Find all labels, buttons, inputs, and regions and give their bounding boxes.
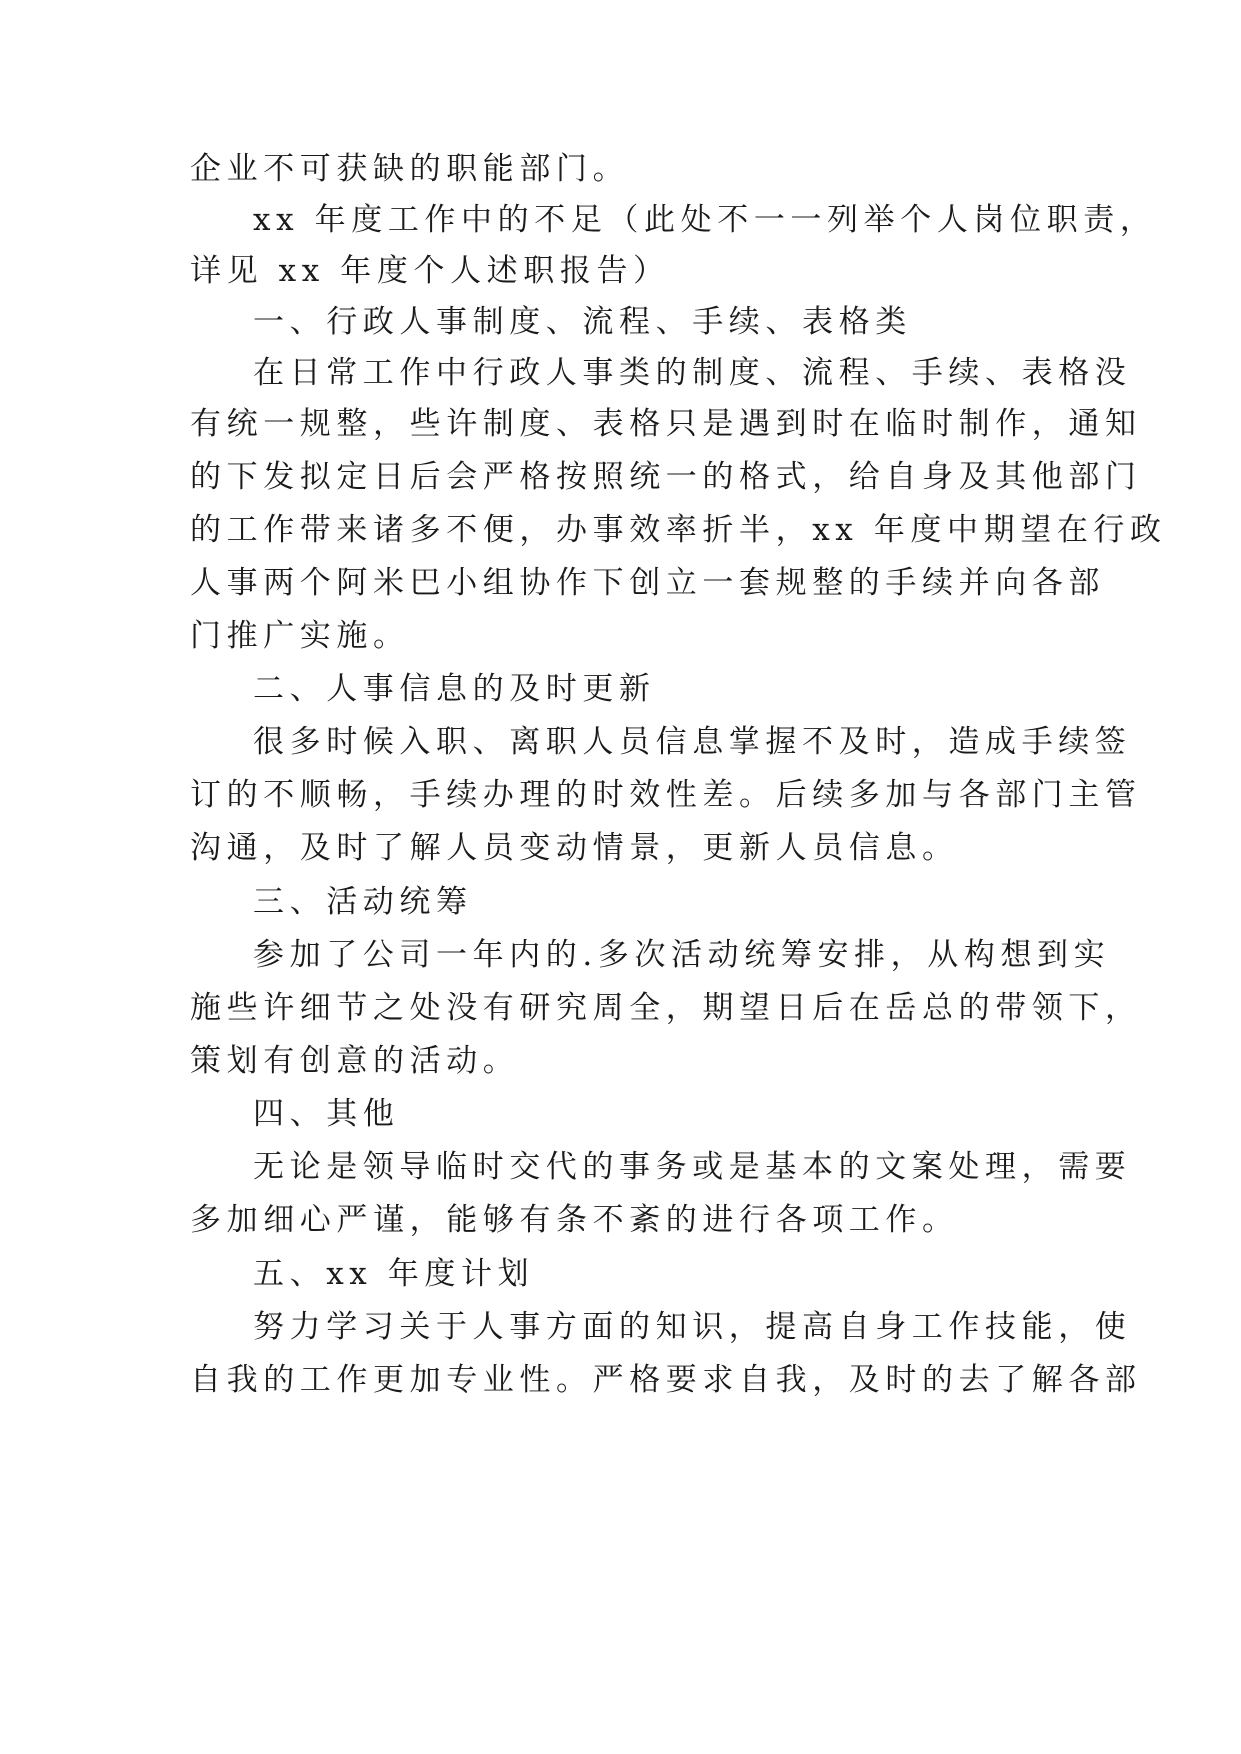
paragraph-line: 在日常工作中行政人事类的制度、流程、手续、表格没 xyxy=(253,355,1132,391)
paragraph-line: 无论是领导临时交代的事务或是基本的文案处理，需要 xyxy=(253,1149,1132,1185)
heading-1: 一、行政人事制度、流程、手续、表格类 xyxy=(253,304,912,340)
paragraph-line: 人事两个阿米巴小组协作下创立一套规整的手续并向各部 xyxy=(190,565,1105,601)
paragraph-line: 详见 xx 年度个人述职报告） xyxy=(190,253,670,289)
heading-4: 四、其他 xyxy=(253,1096,400,1132)
paragraph-line: 的工作带来诸多不便，办事效率折半，xx 年度中期望在行政 xyxy=(190,512,1167,548)
heading-5: 五、xx 年度计划 xyxy=(253,1256,535,1292)
paragraph-line: 参加了公司一年内的.多次活动统筹安排，从构想到实 xyxy=(253,937,1111,973)
paragraph-line: 企业不可获缺的职能部门。 xyxy=(190,151,630,187)
paragraph-line: 很多时候入职、离职人员信息掌握不及时，造成手续签 xyxy=(253,724,1132,760)
paragraph-line: 自我的工作更加专业性。严格要求自我，及时的去了解各部 xyxy=(190,1362,1142,1398)
heading-3: 三、活动统筹 xyxy=(253,884,473,920)
paragraph-line: 施些许细节之处没有研究周全，期望日后在岳总的带领下， xyxy=(190,990,1142,1026)
paragraph-line: 策划有创意的活动。 xyxy=(190,1043,520,1079)
paragraph-line: 沟通，及时了解人员变动情景，更新人员信息。 xyxy=(190,830,959,866)
paragraph-line: 的下发拟定日后会严格按照统一的格式，给自身及其他部门 xyxy=(190,459,1142,495)
paragraph-line: 门推广实施。 xyxy=(190,618,410,654)
section-intro-line: xx 年度工作中的不足（此处不一一列举个人岗位职责， xyxy=(253,202,1157,238)
paragraph-line: 有统一规整，些许制度、表格只是遇到时在临时制作，通知 xyxy=(190,406,1142,442)
heading-2: 二、人事信息的及时更新 xyxy=(253,671,656,707)
paragraph-line: 努力学习关于人事方面的知识，提高自身工作技能，使 xyxy=(253,1309,1132,1345)
paragraph-line: 多加细心严谨，能够有条不紊的进行各项工作。 xyxy=(190,1202,959,1238)
paragraph-line: 订的不顺畅，手续办理的时效性差。后续多加与各部门主管 xyxy=(190,777,1142,813)
